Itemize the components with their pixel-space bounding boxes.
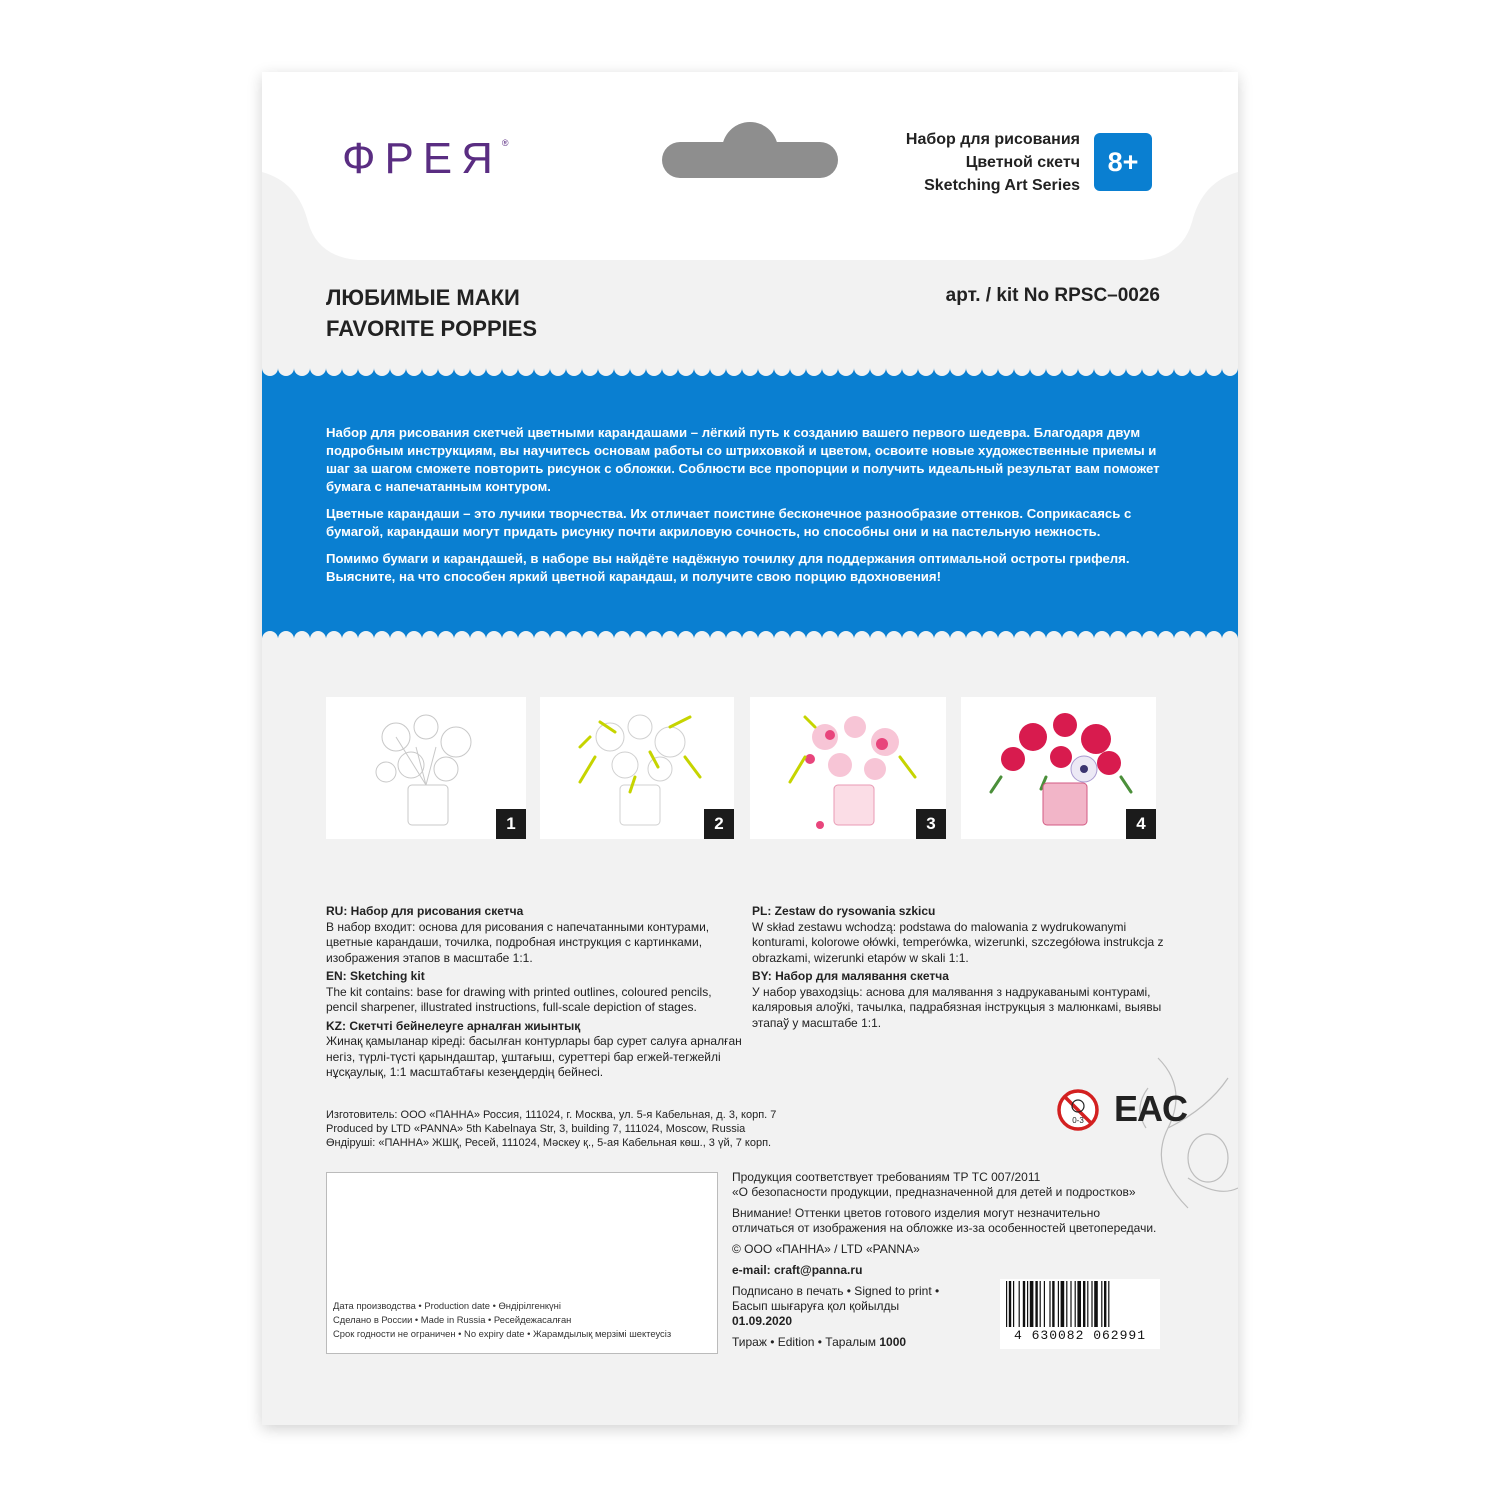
compliance-line-1: Продукция соответствует требованиям ТР ТС 007/2011 (732, 1170, 1041, 1184)
stage-card-1 (326, 697, 526, 839)
barcode-bar (1049, 1281, 1050, 1327)
contents-text-by: У набор уваходзіць: аснова для малявання з надрукаванымі контурамі, каляровыя алоўкі, тачылка, падрабязная інструкцыя з малюнкамі, выявы этапаў у масштабе 1:1. (752, 984, 1162, 1030)
title-ru: ЛЮБИМЫЕ МАКИ (326, 285, 520, 310)
manufacturer-en: Produced by LTD «PANNA» 5th Kabelnaya Str, 3, building 7, 111024, Moscow, Russia (326, 1123, 746, 1135)
contents-heading-en: EN: Sketching kit (326, 969, 425, 983)
barcode-bar (1035, 1281, 1037, 1327)
barcode-bar (1009, 1281, 1011, 1327)
warning-line-2: отличаться от изображения на обложке из-за особенностей цветопередачи. (732, 1221, 1157, 1235)
contents-right-column (752, 904, 1172, 1033)
barcode-bar (1061, 1281, 1065, 1327)
registered-mark: ® (501, 138, 509, 148)
scallop-top (262, 368, 1238, 380)
barcode-bar (1070, 1281, 1071, 1327)
description-paragraph-2: Цветные карандаши – это лучики творчества. Их отличает поистине бесконечное разнообразие оттенков. Соприкасаясь с бумагой, карандаши могут придать рисунку почти акриловую сочность, но способны они и на пастельную нежность. (326, 506, 1132, 539)
signed-line-1: Подписано в печать • Signed to print • (732, 1284, 940, 1298)
barcode-bar (1052, 1281, 1054, 1327)
brand-logo (342, 134, 509, 184)
barcode-bar (1023, 1281, 1025, 1327)
series-line-1: Набор для рисования (905, 131, 1080, 148)
compliance-line-2: «О безопасности продукции, предназначенной для детей и подростков» (732, 1185, 1136, 1199)
signed-line-2: Басып шығаруға қол қойылды (732, 1299, 900, 1313)
barcode-bar (1075, 1281, 1076, 1327)
contents-text-kz: Жинақ қамыланар кіреді: басылған контурлары бар сурет салуға арналған негіз, түрлі-түсті қарындаштар, ұштағыш, суреттері бар егжей-тегжейлі нұсқаулық, 1:1 масштабтағы кезеңдердің бейнесі. (326, 1034, 742, 1079)
stage-card-4 (961, 697, 1156, 839)
warning-line-1: Внимание! Оттенки цветов готового изделия могут незначительно (732, 1206, 1101, 1220)
copyright: © ООО «ПАННА» / LTD «PANNA» (732, 1242, 920, 1256)
production-date-box (326, 1172, 718, 1354)
barcode-bar (1077, 1281, 1081, 1327)
expiry-label: Срок годности не ограничен • No expiry date • Жарамдылық мерзімі шектеусіз (333, 1328, 672, 1339)
barcode-bar (1101, 1281, 1102, 1327)
barcode-bar (1058, 1281, 1059, 1327)
contents-text-en: The kit contains: base for drawing with printed outlines, coloured pencils, pencil sharpener, illustrated instructions, full-scale depiction of stages. (326, 984, 712, 1014)
stages-row (326, 697, 1156, 839)
title-en: FAVORITE POPPIES (326, 316, 538, 341)
series-line-2: Цветной скетч (965, 154, 1080, 171)
barcode-bar (1087, 1281, 1088, 1327)
manufacturer-info (326, 1108, 776, 1150)
barcode-bar (1040, 1281, 1041, 1327)
barcode-bar (1091, 1281, 1092, 1327)
made-in-label: Сделано в России • Made in Russia • Ресейдежасалған (333, 1314, 572, 1325)
stage-card-2 (540, 697, 734, 839)
hang-hole (662, 142, 838, 178)
signed-date: 01.09.2020 (732, 1314, 793, 1328)
stage-number: 2 (704, 809, 734, 839)
production-date-label: Дата производства • Production date • Өндірілгенкүні (333, 1300, 561, 1311)
description-paragraph-1: Набор для рисования скетчей цветными карандашами – лёгкий путь к созданию вашего первого шедевра. Благодаря двум подробным инструкциям, вы научитесь основам работы со штриховкой и цветом, освоите новые художественные приемы и шаг за шагом сможете повторить рисунок с обложки. Соблюсти все пропорции и получить идеальный результат вам поможет бумага с напечатанным контуром. (326, 425, 1160, 494)
barcode-bar (1083, 1281, 1085, 1327)
series-line-3: Sketching Art Series (924, 177, 1080, 194)
description-text (326, 424, 1176, 595)
barcode-bar (1006, 1281, 1007, 1327)
package-back (262, 72, 1238, 1425)
article-number: арт. / kit No RPSC–0026 (945, 285, 1160, 306)
edition-label: Тираж • Edition • Таралым (732, 1335, 880, 1349)
scallop-bottom (262, 627, 1238, 639)
contents-text-pl: W skład zestawu wchodzą: podstawa do malowania z wydrukowanymi konturami, kolorowe ołówki, temperówka, wizerunki, szczegółowa instrukcja z obrazkami, wizerunki etapów w skali 1:1. (752, 919, 1164, 965)
series-block (906, 128, 1080, 197)
contents-heading-pl: PL: Zestaw do rysowania szkicu (752, 904, 936, 918)
barcode-bar (1094, 1281, 1098, 1327)
stage-number: 1 (496, 809, 526, 839)
barcode-bars (1000, 1281, 1160, 1331)
manufacturer-ru: Изготовитель: ООО «ПАННА» Россия, 111024, г. Москва, ул. 5-я Кабельная, д. 3, корп. 7 (326, 1109, 777, 1121)
barcode-bar (1066, 1281, 1067, 1327)
contents-heading-ru: RU: Набор для рисования скетча (326, 904, 524, 918)
stage-number: 3 (916, 809, 946, 839)
barcode-bar (1019, 1281, 1020, 1327)
contents-text-ru: В набор входит: основа для рисования с напечатанными контурами, цветные карандаши, точилка, подробная инструкция с картинками, изображения этапов в масштабе 1:1. (326, 919, 710, 965)
barcode-bar (1044, 1281, 1045, 1327)
stage-card-3 (750, 697, 946, 839)
barcode-bar (1108, 1281, 1109, 1327)
contents-heading-by: BY: Набор для малявання скетча (752, 969, 949, 983)
not-for-children-icon (1056, 1088, 1100, 1132)
contact-email: e-mail: craft@panna.ru (732, 1263, 863, 1277)
barcode-bar (1013, 1281, 1014, 1327)
eac-mark: EAC (1114, 1088, 1188, 1129)
manufacturer-kz: Өндіруші: «ПАННА» ЖШҚ, Ресей, 111024, Мәскеу қ., 5-ая Кабельная көш., 3 үй, 7 корп. (326, 1137, 772, 1149)
barcode-bar (1027, 1281, 1028, 1327)
edition-value: 1000 (879, 1335, 907, 1349)
brand-name: ФРЕЯ (342, 134, 502, 183)
barcode-bar (1104, 1281, 1106, 1327)
barcode-number: 4 630082 062991 (1013, 1328, 1147, 1343)
age-warning-text: 0-3 (1072, 1116, 1084, 1125)
contents-heading-kz: KZ: Скетчті бейнелеуге арналған жиынтық (326, 1018, 581, 1033)
description-paragraph-3: Помимо бумаги и карандашей, в наборе вы найдёте надёжную точилку для поддержания оптимальной остроты грифеля. Выясните, на что способен яркий цветной карандаш, и получите свою порцию вдохновения! (326, 551, 1130, 584)
barcode (1000, 1279, 1160, 1349)
contents-left-column (326, 904, 746, 1083)
stage-number: 4 (1126, 809, 1156, 839)
age-badge: 8+ (1094, 133, 1152, 191)
barcode-bar (1030, 1281, 1034, 1327)
